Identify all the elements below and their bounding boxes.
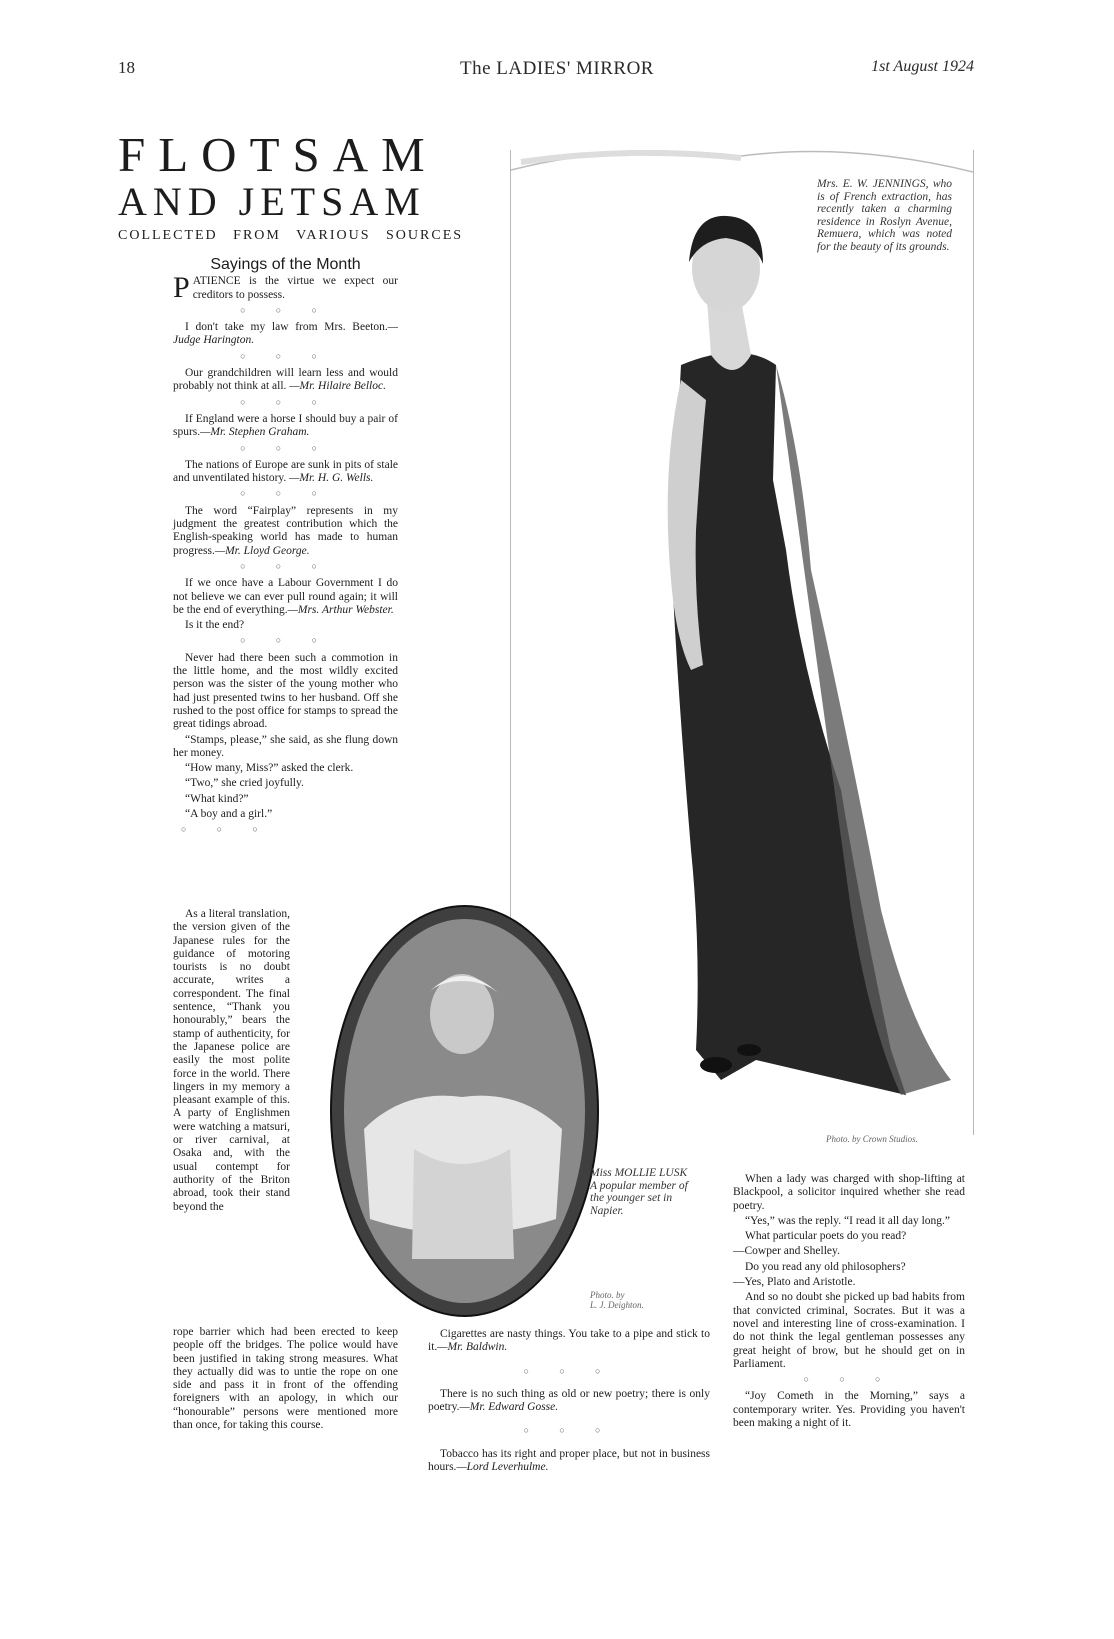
story-paragraph: “Two,” she cried joyfully. [185, 777, 304, 790]
quote-item: Tobacco has its right and proper place, but not in business hours.—Lord Leverhulme. [428, 1447, 710, 1474]
headline-flotsam: FLOTSAM [118, 127, 438, 182]
ornament-divider: ○ ○ ○ [240, 396, 331, 407]
middle-quotes [428, 1328, 710, 1476]
credit-lusk: Photo. by L. J. Deighton. [590, 1290, 644, 1310]
story-paragraph: As a literal translation, the version given of the Japanese rules for the guidance of motoring tourists is no doubt accurate, writes a correspondent. The final sentence, “Thank you honourably,” bears the stamp of authenticity, for the Japanese police are easily the most polite force in the world. There lingers in my memory a pleasant example of this. A party of Englishmen were watching a matsuri, or river carnival, at Osaka and, with the usual contempt for authority of the Briton abroad, took their stand beyond the [173, 908, 290, 1213]
drop-cap: P [173, 271, 190, 305]
publication-title: The LADIES' MIRROR [460, 58, 654, 79]
ornament-divider: ○ ○ ○ [240, 488, 331, 499]
story-paragraph: “Stamps, please,” she said, as she flung down her money. [173, 733, 398, 759]
story-paragraph: —Cowper and Shelley. [733, 1245, 840, 1258]
caption-lusk [590, 1167, 688, 1217]
right-column [733, 1173, 965, 1432]
story-paragraph: What particular poets do you read? [745, 1230, 907, 1243]
caption-lusk-desc: A popular member of the younger set in Napier. [590, 1179, 688, 1217]
japan-story-wide [173, 1326, 398, 1434]
quote-item: There is no such thing as old or new poetry; there is only poetry.—Mr. Edward Gosse. [428, 1387, 710, 1414]
caption-jennings: Mrs. E. W. JENNINGS, who is of French extraction, has recently taken a charming residence in Roslyn Avenue, Remuera, which was noted for the beauty of its grounds. [817, 178, 952, 253]
story-paragraph: —Yes, Plato and Aristotle. [733, 1276, 856, 1289]
story-paragraph: And so no doubt she picked up bad habits from that convicted criminal, Socrates. But it was a novel and interesting line of cross-examination. I do not think the legal gentleman possesses any great height of brow, but he should get on in Parliament. [733, 1291, 965, 1370]
ornament-divider: ○ ○ ○ [240, 635, 331, 646]
portrait-photo-lusk [344, 919, 585, 1303]
ornament-divider: ○ ○ ○ [240, 350, 331, 361]
headline-subtitle: COLLECTED FROM VARIOUS SOURCES [118, 228, 464, 243]
story-paragraph: rope barrier which had been erected to keep people off the bridges. The police would have been justified in taking strong measures. What they actually did was to untie the rope on one side and pass it in front of the offending foreigners with an apology, in which our “honourable” persons were mentioned more than once, for taking this course. [173, 1326, 398, 1432]
story-paragraph: When a lady was charged with shop-lifting at Blackpool, a solicitor inquired whether she read poetry. [733, 1173, 965, 1212]
story-paragraph: “How many, Miss?” asked the clerk. [185, 762, 354, 775]
sayings-heading: Sayings of the Month [210, 256, 361, 273]
saying-item: If England were a horse I should buy a pair of spurs.—Mr. Stephen Graham. [173, 412, 398, 439]
ornament-divider: ○ ○ ○ [523, 1365, 615, 1376]
ornament-divider: ○ ○ ○ [803, 1374, 895, 1385]
issue-date: 1st August 1924 [871, 58, 974, 75]
headline-and-jetsam: AND JETSAM [118, 179, 426, 224]
ornament-divider: ○ ○ ○ [240, 560, 331, 571]
caption-lusk-name: Miss MOLLIE LUSK [590, 1167, 688, 1179]
ornament-divider: ○ ○ ○ [240, 442, 331, 453]
story-paragraph: Never had there been such a commotion in the little home, and the most wildly excited person was the sister of the young mother who had just presented twins to her husband. Off she rushed to the post office for stamps to spread the great tidings abroad. [173, 651, 398, 731]
saying-item: I don't take my law from Mrs. Beeton.—Judge Harington. [173, 321, 398, 347]
story-paragraph: Do you read any old philosophers? [745, 1260, 906, 1273]
saying-item: Our grandchildren will learn less and would probably not think at all. —Mr. Hilaire Belloc. [173, 367, 398, 393]
ornament-divider: ○ ○ ○ [181, 824, 272, 835]
ornament-divider: ○ ○ ○ [240, 304, 331, 315]
saying-item: The word “Fairplay” represents in my judgment the greatest contribution which the English-speaking world has made to human progress.—Mr. Lloyd George. [173, 504, 398, 557]
saying-patience: PATIENCE is the virtue we expect our creditors to possess. [173, 271, 398, 305]
portrait-oval-lusk [330, 905, 599, 1317]
quote-item: Cigarettes are nasty things. You take to a pipe and stick to it.—Mr. Baldwin. [428, 1328, 710, 1354]
story-paragraph: “Joy Cometh in the Morning,” says a contemporary writer. Yes. Providing you haven't been making a night of it. [733, 1390, 965, 1430]
ornament-divider: ○ ○ ○ [523, 1425, 615, 1436]
saying-item: If we once have a Labour Government I do not believe we can ever pull round again; it will be the end of everything.—Mrs. Arthur Webster. [173, 577, 398, 616]
sayings-column [173, 258, 398, 841]
japan-story-narrow [173, 908, 290, 1216]
page-number: 18 [118, 58, 135, 77]
story-paragraph: “What kind?” [185, 792, 249, 805]
story-paragraph: “A boy and a girl.” [185, 807, 273, 820]
story-paragraph: “Yes,” was the reply. “I read it all day long.” [745, 1214, 951, 1227]
figure-silhouette-lusk [344, 919, 581, 1299]
saying-item-note: Is it the end? [185, 619, 245, 632]
saying-item: The nations of Europe are sunk in pits of stale and unventilated history. —Mr. H. G. Wells. [173, 458, 398, 485]
credit-jennings: Photo. by Crown Studios. [826, 1134, 918, 1144]
